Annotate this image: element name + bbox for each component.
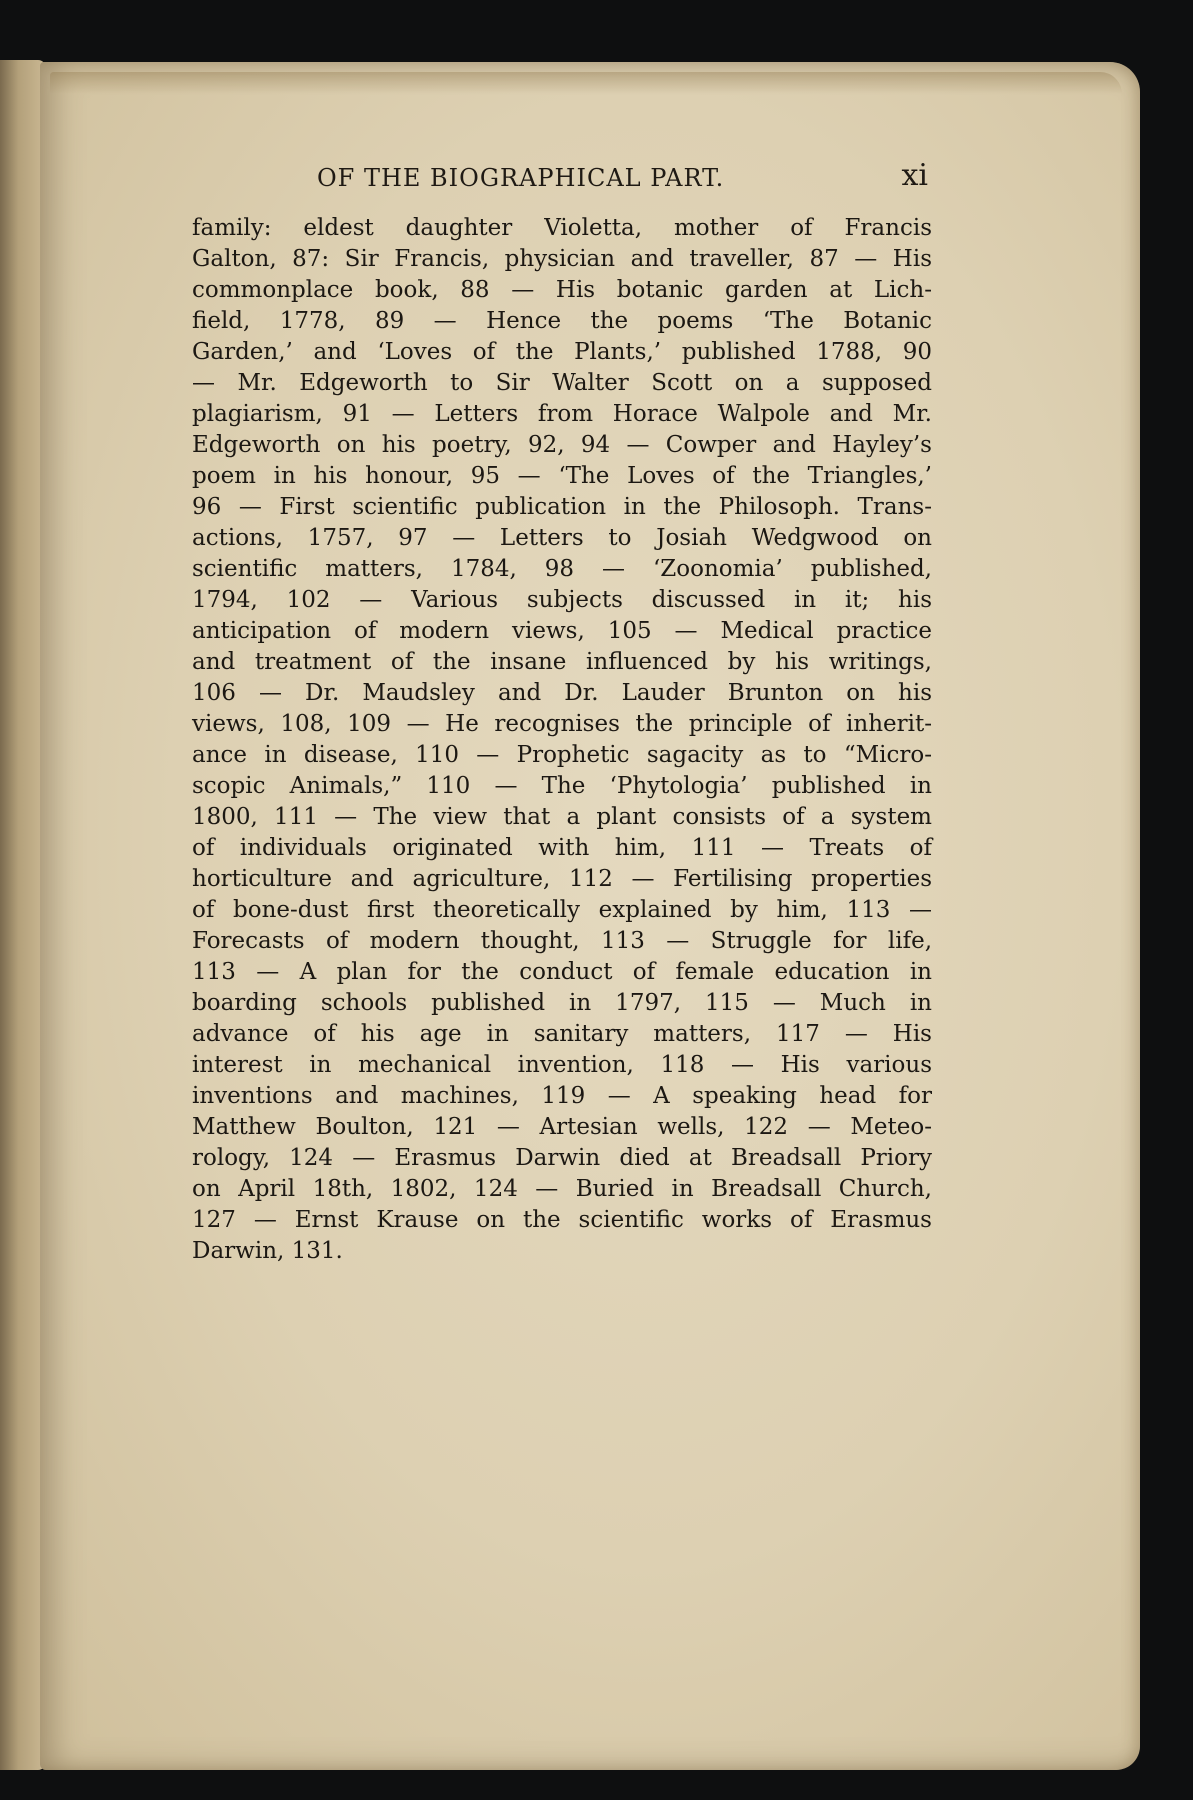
text-line: horticulture and agriculture, 112 — Fertilising properties — [192, 866, 932, 892]
text-line: — Mr. Edgeworth to Sir Walter Scott on a supposed — [192, 370, 932, 396]
text-line: scientific matters, 1784, 98 — ‘Zoonomia’ published, — [192, 556, 932, 582]
text-line: Darwin, 131. — [192, 1238, 343, 1264]
running-head-title: OF THE BIOGRAPHICAL PART. — [317, 164, 725, 192]
text-line: actions, 1757, 97 — Letters to Josiah Wedgwood on — [192, 525, 932, 551]
text-line: inventions and machines, 119 — A speaking head for — [192, 1083, 932, 1109]
text-line: 106 — Dr. Maudsley and Dr. Lauder Brunton on his — [192, 680, 932, 706]
text-line: Forecasts of modern thought, 113 — Struggle for life, — [192, 928, 932, 954]
text-line: views, 108, 109 — He recognises the principle of inherit- — [192, 711, 932, 737]
text-line: on April 18th, 1802, 124 — Buried in Breadsall Church, — [192, 1176, 932, 1202]
text-line: Edgeworth on his poetry, 92, 94 — Cowper and Hayley’s — [192, 432, 932, 458]
text-line: ance in disease, 110 — Prophetic sagacity as to “Micro- — [192, 742, 932, 768]
text-line: 1800, 111 — The view that a plant consists of a system — [192, 804, 932, 830]
text-line: Matthew Boulton, 121 — Artesian wells, 122 — Meteo- — [192, 1114, 932, 1140]
text-line: commonplace book, 88 — His botanic garden at Lich- — [192, 277, 932, 303]
page-number: xi — [901, 158, 928, 193]
text-line: anticipation of modern views, 105 — Medical practice — [192, 618, 932, 644]
text-line: boarding schools published in 1797, 115 — Much in — [192, 990, 932, 1016]
text-line: family: eldest daughter Violetta, mother of Francis — [192, 215, 932, 241]
text-line: of individuals originated with him, 111 — Treats of — [192, 835, 932, 861]
text-line: 113 — A plan for the conduct of female education in — [192, 959, 932, 985]
text-line: 96 — First scientific publication in the Philosoph. Trans- — [192, 494, 932, 520]
text-line: plagiarism, 91 — Letters from Horace Walpole and Mr. — [192, 401, 932, 427]
text-line: Galton, 87: Sir Francis, physician and traveller, 87 — His — [192, 246, 932, 272]
text-line: of bone-dust first theoretically explained by him, 113 — — [192, 897, 932, 923]
body-text — [192, 213, 932, 1267]
text-line: Garden,’ and ‘Loves of the Plants,’ published 1788, 90 — [192, 339, 932, 365]
running-head — [192, 158, 932, 198]
text-line: rology, 124 — Erasmus Darwin died at Breadsall Priory — [192, 1145, 932, 1171]
text-line: advance of his age in sanitary matters, 117 — His — [192, 1021, 932, 1047]
text-line: field, 1778, 89 — Hence the poems ‘The Botanic — [192, 308, 932, 334]
text-line: scopic Animals,” 110 — The ‘Phytologia’ published in — [192, 773, 932, 799]
text-line: 1794, 102 — Various subjects discussed in it; his — [192, 587, 932, 613]
text-line: and treatment of the insane influenced by his writings, — [192, 649, 932, 675]
text-line: interest in mechanical invention, 118 — His various — [192, 1052, 932, 1078]
text-line: poem in his honour, 95 — ‘The Loves of the Triangles,’ — [192, 463, 932, 489]
text-line: 127 — Ernst Krause on the scientific works of Erasmus — [192, 1207, 932, 1233]
